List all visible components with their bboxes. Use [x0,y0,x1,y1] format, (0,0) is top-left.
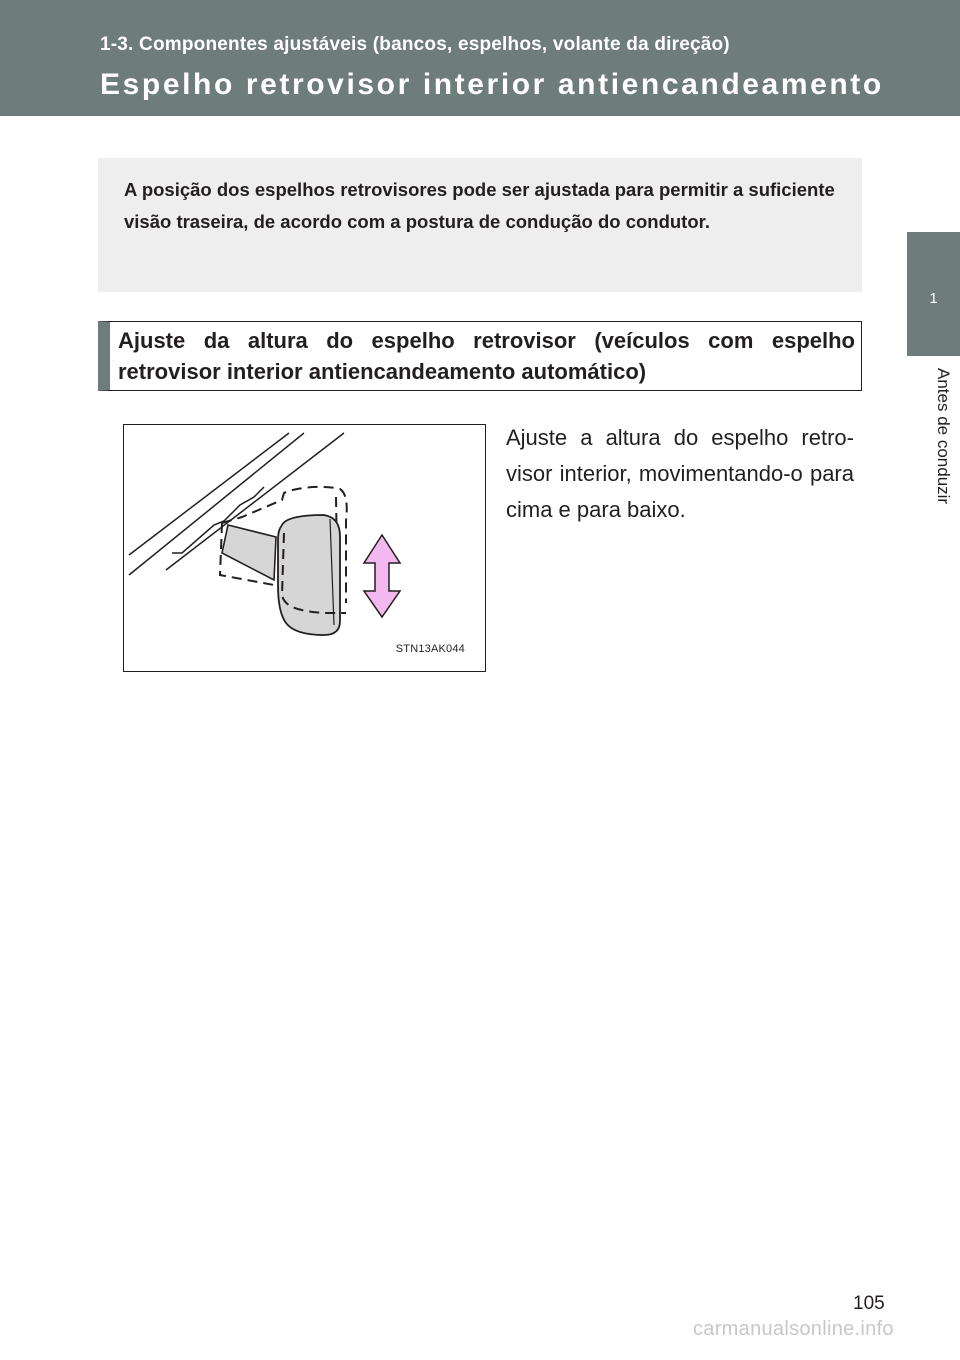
chapter-number: 1 [929,290,938,307]
figure-code: STN13AK044 [395,643,465,655]
section-heading-text: Ajuste da altura do espelho retrovisor (veículos com espelho retrovisor interior antiencandeamento automático) [118,328,855,384]
page-header [0,0,960,116]
body-text: Ajuste a altura do espelho retro-visor interior, movimentando-o para cima e para baixo. [506,425,854,522]
chapter-label: Antes de conduzir [934,368,953,505]
page-number: 105 [853,1293,885,1314]
intro-text: A posição dos espelhos retrovisores pode ser ajustada para permitir a suficiente visão traseira, de acordo com a postura de condução do condutor. [124,179,835,232]
section-heading [98,321,862,391]
intro-box [98,158,862,292]
mirror-illustration [123,424,486,672]
page-title: Espelho retrovisor interior antiencandeamento [100,68,884,101]
breadcrumb: 1-3. Componentes ajustáveis (bancos, espelhos, volante da direção) [100,34,730,55]
watermark: carmanualsonline.info [693,1318,894,1340]
mirror-drawing [124,425,487,673]
up-down-arrow-icon [364,535,400,617]
